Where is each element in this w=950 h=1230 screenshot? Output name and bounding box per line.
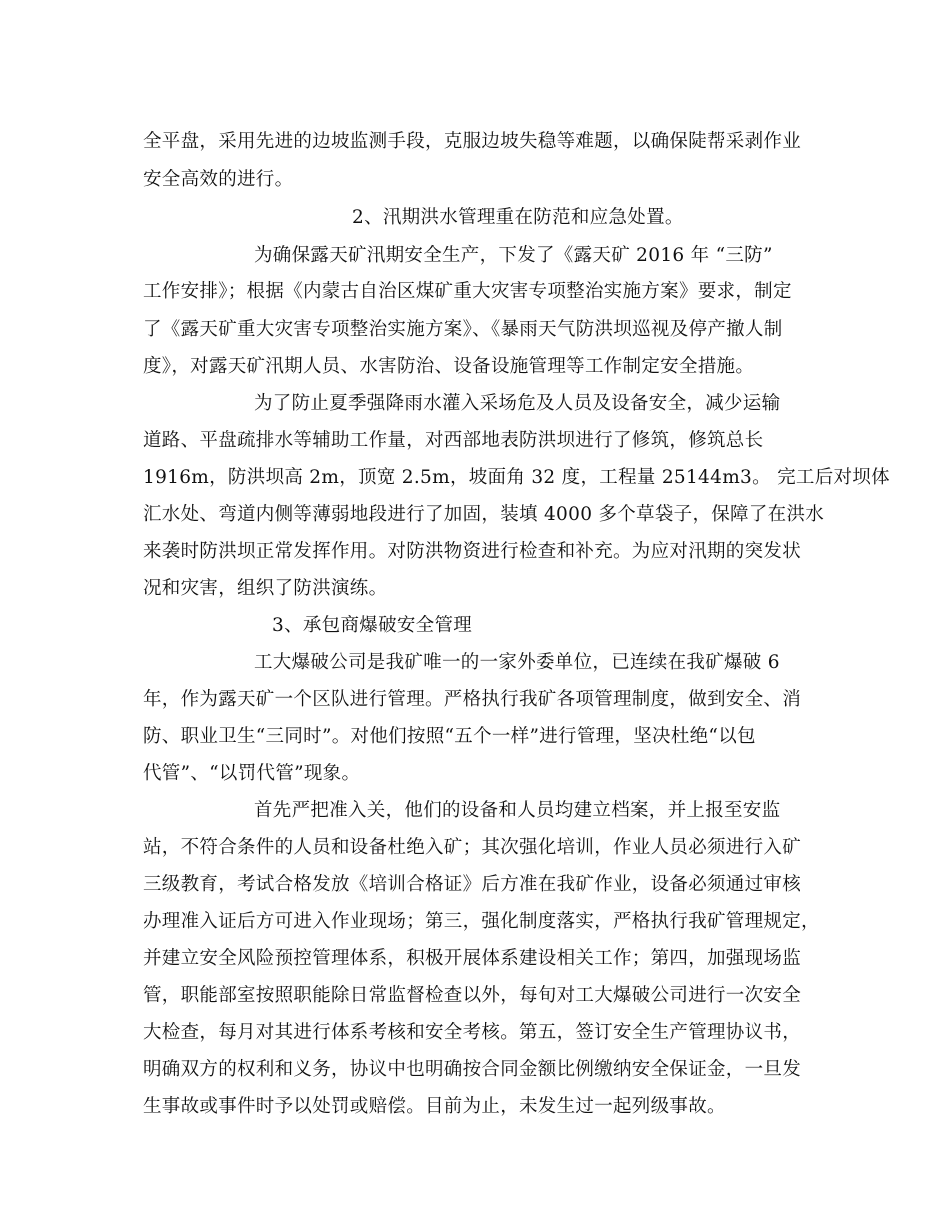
text-line: 道路、平盘疏排水等辅助工作量，对西部地表防洪坝进行了修筑，修筑总长 <box>143 430 764 451</box>
text-line: 况和灾害，组织了防洪演练。 <box>143 578 388 599</box>
text-line: 全平盘，采用先进的边坡监测手段，克服边坡失稳等难题，以确保陡帮采剥作业 <box>143 131 802 152</box>
text-line: 明确双方的权利和义务，协议中也明确按合同金额比例缴纳安全保证金，一旦发 <box>143 1059 802 1080</box>
text-line: 站，不符合条件的人员和设备杜绝入矿；其次强化培训，作业人员必须进行入矿 <box>143 837 802 858</box>
text-line: 办理准入证后方可进入作业现场；第三，强化制度落实，严格执行我矿管理规定， <box>143 911 820 932</box>
text-line: 三级教育，考试合格发放《培训合格证》后方准在我矿作业，设备必须通过审核 <box>143 874 802 895</box>
text-line: 并建立安全风险预控管理体系，积极开展体系建设相关工作；第四，加强现场监 <box>143 948 802 969</box>
text-line: 为了防止夏季强降雨水灌入采场危及人员及设备安全，减少运输 <box>254 393 781 414</box>
section-heading: 3、承包商爆破安全管理 <box>272 615 473 636</box>
text-line: 1916m，防洪坝高 2m，顶宽 2.5m，坡面角 32 度，工程量 25144m3。 完工后对坝体 <box>143 467 890 488</box>
text-line: 来袭时防洪坝正常发挥作用。对防洪物资进行检查和补充。为应对汛期的突发状 <box>143 541 802 562</box>
text-line: 年，作为露天矿一个区队进行管理。严格执行我矿各项管理制度，做到安全、消 <box>143 689 802 710</box>
text-line: 首先严把准入关，他们的设备和人员均建立档案，并上报至安监 <box>254 800 781 821</box>
text-line: 管，职能部室按照职能除日常监督检查以外，每旬对工大爆破公司进行一次安全 <box>143 985 802 1006</box>
text-line: 度》，对露天矿汛期人员、水害防治、设备设施管理等工作制定安全措施。 <box>143 356 755 377</box>
text-line: 安全高效的进行。 <box>143 169 294 190</box>
text-line: 汇水处、弯道内侧等薄弱地段进行了加固，装填 4000 多个草袋子，保障了在洪水 <box>143 504 825 525</box>
section-heading: 2、汛期洪水管理重在防范和应急处置。 <box>352 207 684 228</box>
text-line: 代管”、“以罚代管”现象。 <box>143 763 361 784</box>
text-line: 大检查，每月对其进行体系考核和安全考核。第五，签订安全生产管理协议书， <box>143 1022 802 1043</box>
text-line: 防、职业卫生“三同时”。对他们按照“五个一样”进行管理，坚决杜绝“以包 <box>143 726 756 747</box>
text-line: 工作安排》；根据《内蒙古自治区煤矿重大灾害专项整治实施方案》要求，制定 <box>143 281 792 302</box>
text-line: 为确保露天矿汛期安全生产，下发了《露天矿 2016 年 “三防” <box>254 245 773 266</box>
text-line: 生事故或事件时予以处罚或赔偿。目前为止，未发生过一起列级事故。 <box>143 1096 726 1117</box>
text-line: 了《露天矿重大灾害专项整治实施方案》、《暴雨天气防洪坝巡视及停产撤人制 <box>143 319 783 340</box>
text-line: 工大爆破公司是我矿唯一的一家外委单位，已连续在我矿爆破 6 <box>254 652 780 673</box>
